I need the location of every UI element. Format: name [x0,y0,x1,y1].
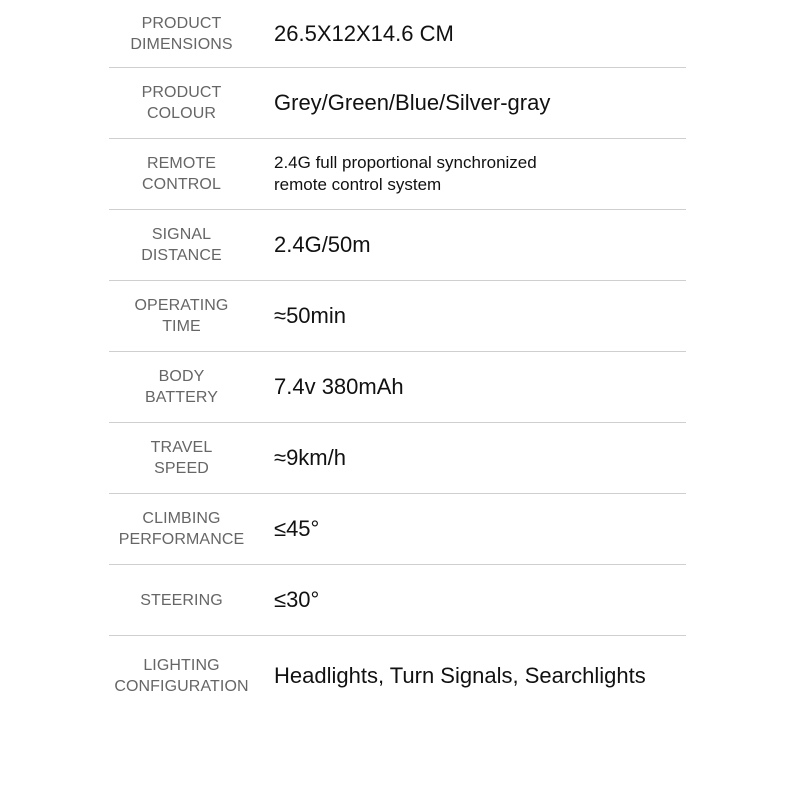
spec-value: ≤45° [274,516,320,541]
spec-value: Headlights, Turn Signals, Searchlights [274,663,646,688]
spec-row-body-battery [109,352,686,423]
spec-value: ≈50min [274,303,346,328]
spec-label: SIGNAL DISTANCE [141,226,222,264]
spec-table [109,0,686,716]
spec-row-operating-time [109,281,686,352]
spec-row-remote-control [109,139,686,210]
spec-label: PRODUCT DIMENSIONS [130,14,233,53]
spec-value: ≈9km/h [274,445,346,470]
spec-label: CLIMBING PERFORMANCE [118,510,245,548]
spec-value: Grey/Green/Blue/Silver-gray [274,90,551,115]
spec-value: 7.4v 380mAh [274,374,404,399]
spec-label: STEERING [140,591,223,609]
spec-row-lighting-configuration [109,636,686,716]
spec-value: ≤30° [274,587,320,612]
spec-label: TRAVEL SPEED [150,439,213,477]
spec-row-signal-distance [109,210,686,281]
spec-label: PRODUCT COLOUR [141,84,222,122]
spec-label: BODY BATTERY [144,368,218,406]
spec-row-travel-speed [109,423,686,494]
spec-row-dimensions [109,0,686,68]
spec-row-steering [109,565,686,636]
spec-label: REMOTE CONTROL [142,155,221,193]
spec-label: LIGHTING CONFIGURATION [114,657,249,695]
spec-row-colour [109,68,686,139]
spec-label: OPERATING TIME [134,297,229,335]
spec-value: 2.4G/50m [274,232,371,257]
spec-row-climbing-performance [109,494,686,565]
spec-value: 2.4G full proportional synchronized remote control system [274,153,537,194]
spec-value: 26.5X12X14.6 CM [274,20,454,46]
